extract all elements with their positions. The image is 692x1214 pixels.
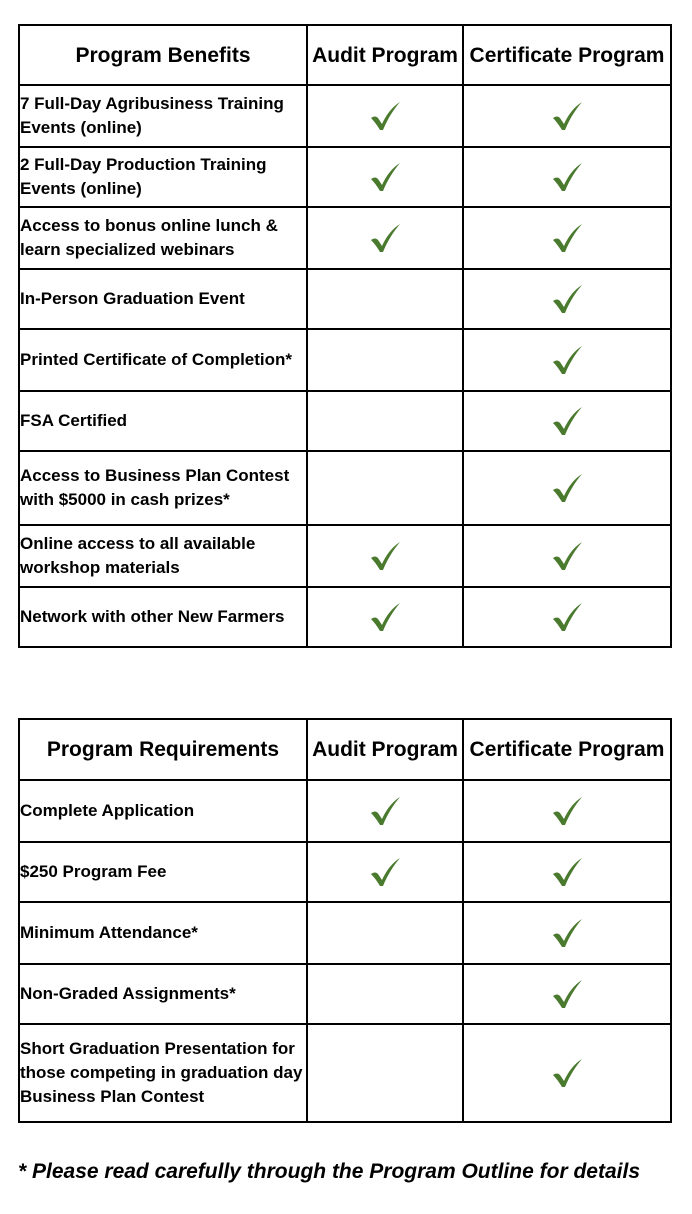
checkmark-icon [551, 796, 583, 826]
requirement-certificate-cell [463, 1024, 671, 1122]
requirement-row-label: Minimum Attendance* [19, 902, 307, 964]
benefit-audit-cell [307, 587, 463, 647]
benefits-header-label: Program Benefits [19, 25, 307, 85]
benefit-row [19, 391, 671, 451]
requirement-certificate-cell [463, 842, 671, 902]
benefit-audit-cell [307, 451, 463, 525]
requirement-certificate-cell [463, 964, 671, 1024]
benefit-row-label: In-Person Graduation Event [19, 269, 307, 329]
benefit-row-label: Access to Business Plan Contest with $5000 in cash prizes* [19, 451, 307, 525]
benefit-row [19, 269, 671, 329]
checkmark-icon [551, 541, 583, 571]
benefit-row-label: Access to bonus online lunch & learn specialized webinars [19, 207, 307, 269]
checkmark-icon [369, 223, 401, 253]
benefit-audit-cell [307, 269, 463, 329]
benefit-row-label: Online access to all available workshop materials [19, 525, 307, 587]
benefit-certificate-cell [463, 391, 671, 451]
program-benefits-table [18, 24, 672, 648]
checkmark-icon [551, 101, 583, 131]
checkmark-icon [551, 406, 583, 436]
checkmark-icon [551, 473, 583, 503]
benefit-row [19, 207, 671, 269]
benefit-audit-cell [307, 85, 463, 147]
benefit-certificate-cell [463, 85, 671, 147]
requirement-row-label: Short Graduation Presentation for those competing in graduation day Business Plan Contest [19, 1024, 307, 1122]
benefit-certificate-cell [463, 147, 671, 207]
benefit-row [19, 587, 671, 647]
requirement-row-label: $250 Program Fee [19, 842, 307, 902]
requirements-header-audit: Audit Program [307, 719, 463, 780]
benefit-audit-cell [307, 329, 463, 391]
requirement-row-label: Complete Application [19, 780, 307, 842]
requirement-row [19, 964, 671, 1024]
benefit-audit-cell [307, 207, 463, 269]
checkmark-icon [369, 541, 401, 571]
program-requirements-table [18, 718, 672, 1123]
benefit-row [19, 329, 671, 391]
requirement-row [19, 780, 671, 842]
checkmark-icon [551, 162, 583, 192]
benefit-row-label: FSA Certified [19, 391, 307, 451]
benefit-row-label: Printed Certificate of Completion* [19, 329, 307, 391]
benefit-audit-cell [307, 525, 463, 587]
requirements-header-certificate: Certificate Program [463, 719, 671, 780]
benefit-row [19, 525, 671, 587]
checkmark-icon [551, 284, 583, 314]
checkmark-icon [551, 345, 583, 375]
checkmark-icon [369, 796, 401, 826]
benefit-certificate-cell [463, 451, 671, 525]
requirement-audit-cell [307, 902, 463, 964]
benefit-certificate-cell [463, 329, 671, 391]
requirement-row-label: Non-Graded Assignments* [19, 964, 307, 1024]
checkmark-icon [551, 223, 583, 253]
checkmark-icon [551, 602, 583, 632]
checkmark-icon [551, 918, 583, 948]
requirement-certificate-cell [463, 780, 671, 842]
requirements-header-label: Program Requirements [19, 719, 307, 780]
footnote: * Please read carefully through the Program Outline for details [18, 1160, 640, 1183]
requirements-header-row [19, 719, 671, 780]
requirement-audit-cell [307, 842, 463, 902]
benefits-header-certificate: Certificate Program [463, 25, 671, 85]
checkmark-icon [369, 602, 401, 632]
checkmark-icon [369, 162, 401, 192]
checkmark-icon [551, 979, 583, 1009]
benefit-certificate-cell [463, 587, 671, 647]
benefit-row [19, 147, 671, 207]
benefit-row-label: Network with other New Farmers [19, 587, 307, 647]
benefit-certificate-cell [463, 269, 671, 329]
checkmark-icon [551, 857, 583, 887]
benefit-audit-cell [307, 147, 463, 207]
requirement-audit-cell [307, 780, 463, 842]
benefit-certificate-cell [463, 525, 671, 587]
requirement-audit-cell [307, 1024, 463, 1122]
requirement-row [19, 1024, 671, 1122]
benefit-row-label: 2 Full-Day Production Training Events (online) [19, 147, 307, 207]
benefit-row-label: 7 Full-Day Agribusiness Training Events (online) [19, 85, 307, 147]
benefit-certificate-cell [463, 207, 671, 269]
checkmark-icon [369, 857, 401, 887]
requirement-audit-cell [307, 964, 463, 1024]
checkmark-icon [551, 1058, 583, 1088]
benefit-row [19, 85, 671, 147]
benefits-header-row [19, 25, 671, 85]
benefit-audit-cell [307, 391, 463, 451]
requirement-certificate-cell [463, 902, 671, 964]
requirement-row [19, 902, 671, 964]
checkmark-icon [369, 101, 401, 131]
requirement-row [19, 842, 671, 902]
benefits-header-audit: Audit Program [307, 25, 463, 85]
benefit-row [19, 451, 671, 525]
